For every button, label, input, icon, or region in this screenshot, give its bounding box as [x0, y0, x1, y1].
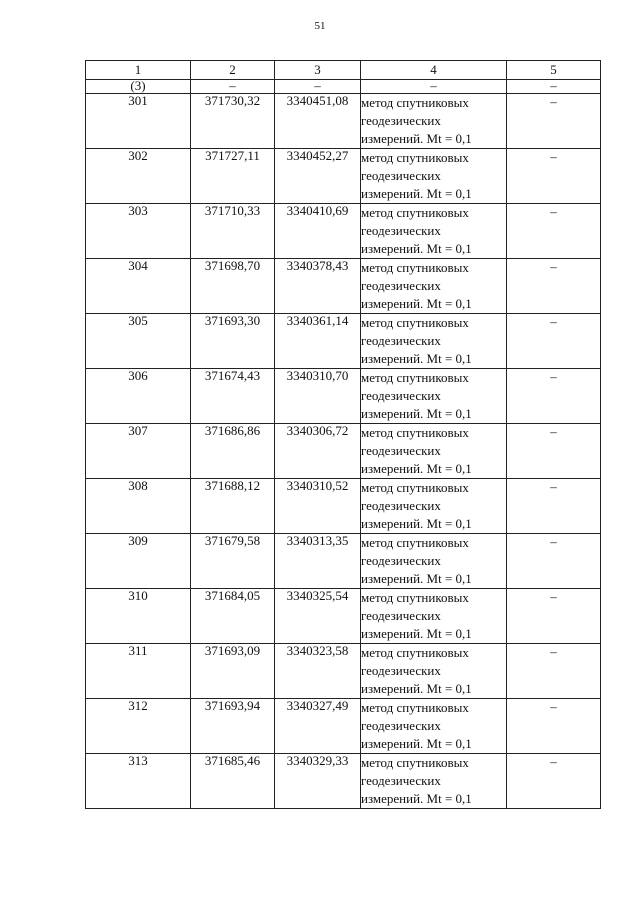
- y-coordinate-cell: 3340313,35: [275, 534, 361, 589]
- column-header-1: 1: [86, 61, 191, 80]
- column-header-2: 2: [191, 61, 275, 80]
- x-coordinate-cell: 371693,30: [191, 314, 275, 369]
- point-number-cell: 302: [86, 149, 191, 204]
- table-row: [86, 699, 601, 754]
- method-cell: метод спутниковых геодезических измерений. Mt = 0,1: [361, 754, 507, 809]
- point-number-cell: 303: [86, 204, 191, 259]
- method-cell: метод спутниковых геодезических измерений. Mt = 0,1: [361, 204, 507, 259]
- y-coordinate-cell: 3340325,54: [275, 589, 361, 644]
- table-row: [86, 534, 601, 589]
- x-coordinate-cell: 371686,86: [191, 424, 275, 479]
- x-coordinate-cell: 371693,09: [191, 644, 275, 699]
- x-coordinate-cell: 371674,43: [191, 369, 275, 424]
- note-cell: –: [507, 754, 601, 809]
- point-number-cell: 301: [86, 94, 191, 149]
- x-coordinate-cell: 371698,70: [191, 259, 275, 314]
- x-coordinate-cell: 371679,58: [191, 534, 275, 589]
- method-cell: метод спутниковых геодезических измерений. Mt = 0,1: [361, 534, 507, 589]
- note-cell: –: [507, 589, 601, 644]
- table-row: [86, 259, 601, 314]
- method-cell: метод спутниковых геодезических измерений. Mt = 0,1: [361, 699, 507, 754]
- note-cell: –: [507, 149, 601, 204]
- x-coordinate-cell: 371684,05: [191, 589, 275, 644]
- point-number-cell: 304: [86, 259, 191, 314]
- method-cell: метод спутниковых геодезических измерений. Mt = 0,1: [361, 369, 507, 424]
- note-cell: –: [507, 479, 601, 534]
- point-number-cell: 313: [86, 754, 191, 809]
- method-cell: метод спутниковых геодезических измерений. Mt = 0,1: [361, 644, 507, 699]
- point-number-cell: 311: [86, 644, 191, 699]
- point-number-cell: 312: [86, 699, 191, 754]
- note-cell: –: [507, 644, 601, 699]
- x-coordinate-cell: 371730,32: [191, 94, 275, 149]
- point-number-cell: 308: [86, 479, 191, 534]
- point-number-cell: 307: [86, 424, 191, 479]
- method-cell: метод спутниковых геодезических измерений. Mt = 0,1: [361, 94, 507, 149]
- note-cell: –: [507, 699, 601, 754]
- table-row: [86, 149, 601, 204]
- table-row: [86, 479, 601, 534]
- column-header-3: 3: [275, 61, 361, 80]
- x-coordinate-cell: 371693,94: [191, 699, 275, 754]
- x-coordinate-cell: 371688,12: [191, 479, 275, 534]
- method-cell: метод спутниковых геодезических измерений. Mt = 0,1: [361, 589, 507, 644]
- y-coordinate-cell: 3340310,52: [275, 479, 361, 534]
- y-coordinate-cell: 3340451,08: [275, 94, 361, 149]
- column-header-4: 4: [361, 61, 507, 80]
- method-cell: метод спутниковых геодезических измерений. Mt = 0,1: [361, 424, 507, 479]
- y-coordinate-cell: 3340452,27: [275, 149, 361, 204]
- subheader-cell: –: [361, 80, 507, 94]
- table-row: [86, 314, 601, 369]
- table-row: [86, 94, 601, 149]
- x-coordinate-cell: 371727,11: [191, 149, 275, 204]
- x-coordinate-cell: 371710,33: [191, 204, 275, 259]
- note-cell: –: [507, 314, 601, 369]
- y-coordinate-cell: 3340327,49: [275, 699, 361, 754]
- point-number-cell: 305: [86, 314, 191, 369]
- note-cell: –: [507, 534, 601, 589]
- table-row: [86, 369, 601, 424]
- note-cell: –: [507, 204, 601, 259]
- note-cell: –: [507, 94, 601, 149]
- note-cell: –: [507, 424, 601, 479]
- table-body: [86, 80, 601, 809]
- y-coordinate-cell: 3340361,14: [275, 314, 361, 369]
- method-cell: метод спутниковых геодезических измерений. Mt = 0,1: [361, 149, 507, 204]
- y-coordinate-cell: 3340323,58: [275, 644, 361, 699]
- point-number-cell: 306: [86, 369, 191, 424]
- page-number: 51: [314, 20, 326, 32]
- header-row: [86, 61, 601, 80]
- y-coordinate-cell: 3340310,70: [275, 369, 361, 424]
- subheader-cell: –: [507, 80, 601, 94]
- table-row: [86, 644, 601, 699]
- subheader-cell: –: [275, 80, 361, 94]
- point-number-cell: 309: [86, 534, 191, 589]
- y-coordinate-cell: 3340306,72: [275, 424, 361, 479]
- method-cell: метод спутниковых геодезических измерений. Mt = 0,1: [361, 259, 507, 314]
- table-row: [86, 589, 601, 644]
- table-row: [86, 754, 601, 809]
- y-coordinate-cell: 3340378,43: [275, 259, 361, 314]
- point-number-cell: 310: [86, 589, 191, 644]
- y-coordinate-cell: 3340410,69: [275, 204, 361, 259]
- method-cell: метод спутниковых геодезических измерений. Mt = 0,1: [361, 314, 507, 369]
- note-cell: –: [507, 259, 601, 314]
- method-cell: метод спутниковых геодезических измерений. Mt = 0,1: [361, 479, 507, 534]
- table-row: [86, 424, 601, 479]
- y-coordinate-cell: 3340329,33: [275, 754, 361, 809]
- x-coordinate-cell: 371685,46: [191, 754, 275, 809]
- table-row: [86, 204, 601, 259]
- coordinates-table: [85, 60, 601, 809]
- note-cell: –: [507, 369, 601, 424]
- column-header-5: 5: [507, 61, 601, 80]
- subheader-cell: (3): [86, 80, 191, 94]
- subheader-cell: –: [191, 80, 275, 94]
- subheader-row: [86, 80, 601, 94]
